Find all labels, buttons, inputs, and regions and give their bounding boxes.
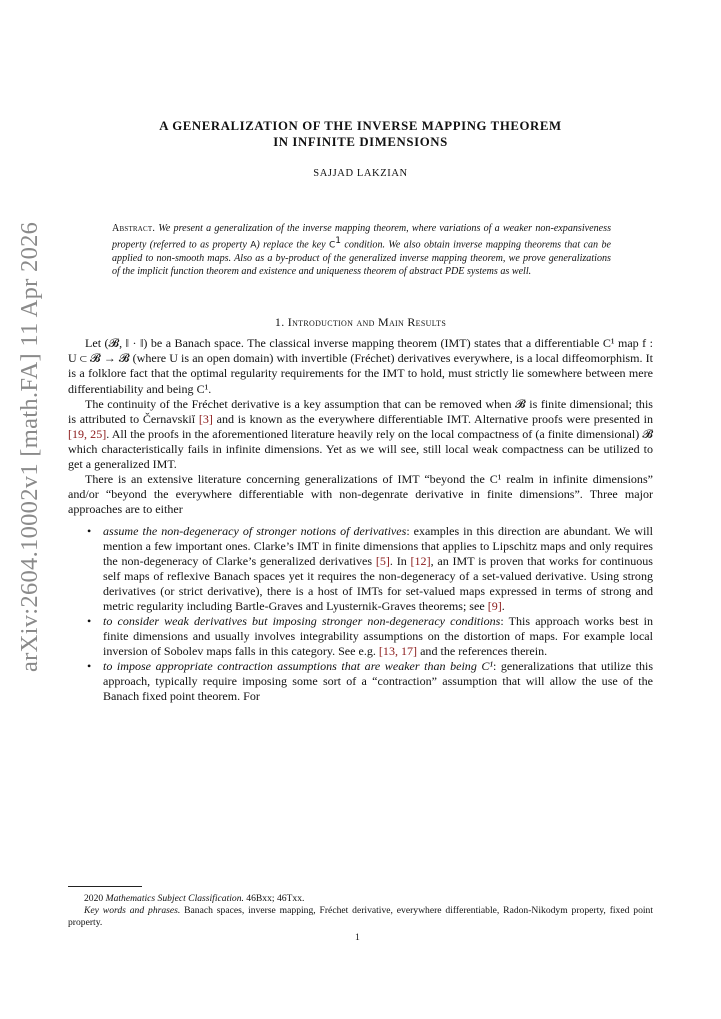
citation-link[interactable]: [12] bbox=[410, 554, 431, 569]
arxiv-stamp: arXiv:2604.10002v1 [math.FA] 11 Apr 2026 bbox=[16, 221, 43, 672]
bullet-lead: assume the non-degeneracy of stronger notions of derivatives bbox=[103, 523, 407, 538]
bullet-text: . In bbox=[389, 554, 411, 569]
bullet-icon: • bbox=[87, 659, 92, 674]
bullet-icon: • bbox=[87, 614, 92, 629]
abstract-prop: A bbox=[250, 240, 257, 251]
approaches-list bbox=[68, 524, 653, 705]
bullet-text: and the references therein. bbox=[417, 644, 548, 659]
list-item bbox=[87, 614, 653, 659]
citation-link[interactable]: [13, 17] bbox=[378, 644, 418, 659]
bullet-text: , an IMT is proven that works for continuous self maps of reflexive Banach spaces yet it requires the non-degeneracy of a set-valued derivative. Using strong derivatives (or strict derivative), there is a host of IMTs for set-valued maps expressed in terms of strong and metric regularity including Bartle-Graves and Lyusternik-Graves theorems; see bbox=[103, 554, 653, 614]
title-line-2: IN INFINITE DIMENSIONS bbox=[273, 135, 448, 149]
paper-page bbox=[68, 118, 653, 704]
section-heading: 1. Introduction and Main Results bbox=[274, 315, 447, 330]
footnotes bbox=[68, 893, 653, 929]
bullet-text: . bbox=[501, 599, 505, 614]
paragraph-2 bbox=[68, 397, 653, 472]
abstract-text-a: We present a generalization of the inverse mapping theorem, where variations of a weaker non-expansiveness property (referred to as property bbox=[112, 223, 611, 251]
bullet-text: : This approach works best in finite dimensions and usually involves integrability assumptions on the distortion of maps. For example local inversion of Sobolev maps falls in this category. See e.g. bbox=[103, 614, 653, 659]
paragraph-1: Let (𝓑, ‖ · ‖) be a Banach space. The classical inverse mapping theorem (IMT) states that a differentiable C¹ map f : U ⊂ 𝓑 → 𝓑 (where U is an open domain) with invertible (Fréchet) derivatives everywhere, is a local diffeomorphism. It is a folklore fact that the optimal regularity requirements for the IMT to hold, must strictly lie somewhere between mere differentiability and being C¹. bbox=[68, 336, 653, 396]
title-line-1: A GENERALIZATION OF THE INVERSE MAPPING THEOREM bbox=[159, 119, 562, 133]
citation-link[interactable]: [3] bbox=[198, 411, 213, 426]
msc-year: 2020 bbox=[84, 893, 106, 904]
p2-text-b: and is known as the everywhere differentiable IMT. Alternative proofs were presented in bbox=[212, 411, 653, 426]
citation-link[interactable]: [19, 25] bbox=[68, 426, 107, 441]
bullet-lead: to consider weak derivatives but imposing stronger non-degeneracy conditions bbox=[103, 614, 501, 629]
bullet-lead: to impose appropriate contraction assumptions that are weaker than being C¹ bbox=[103, 659, 494, 674]
keywords-label: Key words and phrases. bbox=[84, 905, 181, 916]
footnote-msc bbox=[68, 893, 653, 905]
abstract bbox=[112, 222, 611, 278]
citation-link[interactable]: [9] bbox=[487, 599, 502, 614]
p2-text-c: . All the proofs in the aforementioned literature heavily rely on the local compactness of (a finite dimensional) 𝓑 which characteristically fails in infinite dimensions. Yet as we will see, still local weak compactness can be utilized to get a generalized IMT. bbox=[68, 426, 653, 471]
msc-codes: 46Bxx; 46Txx. bbox=[243, 893, 305, 904]
citation-link[interactable]: [5] bbox=[375, 554, 390, 569]
bullet-icon: • bbox=[87, 523, 92, 538]
list-item bbox=[87, 523, 653, 614]
abstract-text-b: ) replace the key bbox=[256, 239, 329, 251]
page-number: 1 bbox=[355, 932, 360, 943]
author-name: SAJJAD LAKZIAN bbox=[313, 168, 408, 179]
msc-label: Mathematics Subject Classification. bbox=[105, 893, 244, 904]
abstract-label: Abstract. bbox=[112, 223, 156, 234]
abstract-text-c: condition. We also obtain inverse mapping theorems that can be applied to non-smooth maps. Also as a by-product of the generalized inverse mapping theorem, we prove generalizations of the implicit function theorem and existence and uniqueness theorem of abstract PDE systems as well. bbox=[112, 239, 611, 278]
bullet-text: : generalizations that utilize this approach, typically require imposing some sort of a “contraction” assumption that will allow the use of the Banach fixed point theorem. For bbox=[103, 659, 654, 704]
p2-text-a: The continuity of the Fréchet derivative is a key assumption that can be removed when 𝓑 is finite dimensional; this is attributed to Černavskiĭ bbox=[68, 396, 653, 426]
footnote-keywords bbox=[68, 905, 653, 929]
list-item bbox=[87, 659, 654, 704]
paper-title bbox=[68, 118, 653, 150]
abstract-c1-sup: 1 bbox=[335, 236, 341, 246]
keywords-text: Banach spaces, inverse mapping, Fréchet derivative, everywhere differentiable, Radon-Nikodym property, fixed point property. bbox=[68, 905, 653, 928]
paragraph-3: There is an extensive literature concerning generalizations of IMT “beyond the C¹ realm in infinite dimensions” and/or “beyond the everywhere differentiable with non-degenrate derivative in finite dimensions”. Three major approaches are to either bbox=[68, 471, 653, 516]
abstract-c1: C bbox=[328, 240, 336, 251]
footnote-rule bbox=[68, 886, 142, 887]
bullet-text: : examples in this direction are abundant. We will mention a few important ones. Clarke’s IMT in finite dimensions that applies to Lipschitz maps and only requires the non-degeneracy of Clarke’s generalized derivatives bbox=[103, 523, 653, 569]
